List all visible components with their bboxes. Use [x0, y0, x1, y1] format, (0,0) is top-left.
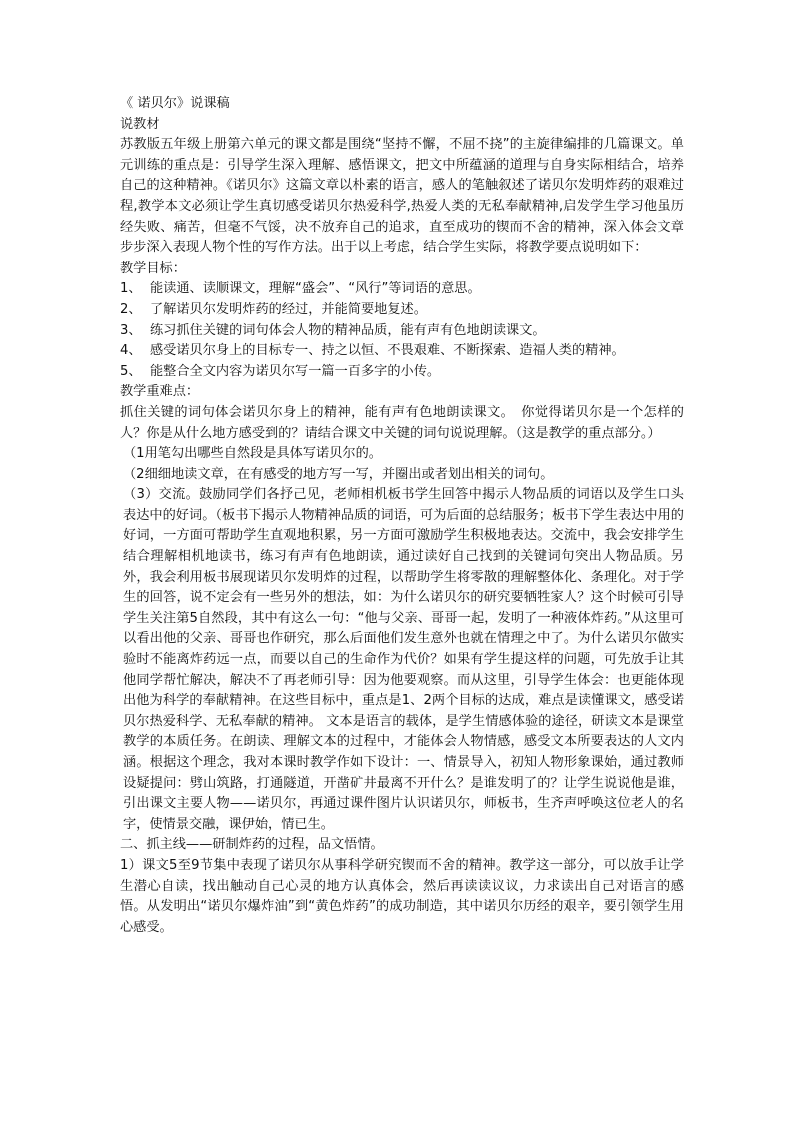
intro-paragraph: 苏教版五年级上册第六单元的课文都是围绕“坚持不懈，不屈不挠”的主旋律编排的几篇课文。单元训练的重点是：引导学生深入理解、感悟课文，把文中所蕴涵的道理与自身实际相结合，培养自己的这种精神。《诺贝尔》这篇文章以朴素的语言，感人的笔触叙述了诺贝尔发明炸药的艰难过程,教学本文必须让学生真切感受诺贝尔热爱科学,热爱人类的无私奉献精神,启发学生学习他虽历经失败、痛苦，但毫不气馁，决不放弃自己的追求，直至成功的锲而不舍的精神，深入体会文章步步深入表现人物个性的写作方法。出于以上考虑，结合学生实际，将教学要点说明如下： — [120, 137, 684, 256]
difficulty-heading: 教学重难点： — [120, 384, 200, 400]
goal-number: 2、 — [120, 301, 142, 317]
goals-heading: 教学目标： — [120, 260, 186, 276]
goal-item — [120, 321, 684, 342]
goal-number: 5、 — [120, 363, 142, 379]
goal-number: 3、 — [120, 322, 142, 338]
goal-text: 了解诺贝尔发明炸药的经过，并能简要地复述。 — [150, 301, 427, 317]
document-title: 《 诺贝尔》说课稿 — [120, 96, 230, 111]
goal-item — [120, 300, 684, 321]
goals-list — [120, 279, 684, 382]
difficulty-paragraph: 抓住关键的词句体会诺贝尔身上的精神，能有声有色地朗读课文。 你觉得诺贝尔是一个怎样的人？你是从什么地方感受到的？请结合课文中关键的词句说说理解。（这是教学的重点部分。） — [120, 404, 684, 441]
document-body — [120, 94, 684, 938]
part-2-paragraph: 1）课文5至9节集中表现了诺贝尔从事科学研究锲而不舍的精神。教学这一部分，可以放手让学生潜心自读，找出触动自己心灵的地方认真体会，然后再读读议议，力求读出自己对语言的感悟。从发明出“诺贝尔爆炸油”到“黄色炸药”的成功制造，其中诺贝尔历经的艰辛，要引领学生用心感受。 — [120, 857, 684, 935]
goal-item — [120, 362, 684, 383]
goal-number: 4、 — [120, 343, 142, 359]
section-heading-textbook: 说教材 — [120, 116, 160, 132]
goal-text: 能整合全文内容为诺贝尔写一篇一百多字的小传。 — [150, 363, 441, 379]
step-3-paragraph: （3）交流。鼓励同学们各抒己见，老师相机板书学生回答中揭示人物品质的词语以及学生口头表达中的好词。（板书下揭示人物精神品质的词语，可为后面的总结服务；板书下学生表达中用的好词，一方面可帮助学生直观地积累，另一方面可激励学生积极地表达。交流中，我会安排学生结合理解相机地读书，练习有声有色地朗读，通过读好自己找到的关键词句突出人物品质。另外，我会利用板书展现诺贝尔发明炸的过程，以帮助学生将零散的理解整体化、条理化。对于学生的回答，说不定会有一些另外的想法，如：为什么诺贝尔的研究要牺牲家人？这个时候可引导学生关注第5自然段，其中有这么一句：“他与父亲、哥哥一起，发明了一种液体炸药。”从这里可以看出他的父亲、哥哥也作研究，那么后面他们发生意外也就在情理之中了。为什么诺贝尔做实验时不能离炸药远一点，而要以自己的生命作为代价？如果有学生提这样的问题，可先放手让其他同学帮忙解决，解决不了再老师引导：因为他要观察。而从这里，引导学生体会：也更能体现出他为科学的奉献精神。在这些目标中，重点是1、2两个目标的达成，难点是读懂课文，感受诺贝尔热爱科学、无私奉献的精神。 文本是语言的载体，是学生情感体验的途径，研读文本是课堂教学的本质任务。在朗读、理解文本的过程中，才能体会人物情感，感受文本所要表达的人文内涵。根据这个理念，我对本课时教学作如下设计：一、情景导入，初知人物形象课始，通过教师设疑提问：劈山筑路，打通隧道，开凿矿井最离不开什么？是谁发明了的？让学生说说他是谁，引出课文主要人物——诺贝尔，再通过课件图片认识诺贝尔，师板书，生齐声呼唤这位老人的名字，使情景交融，课伊始，情已生。 — [123, 487, 684, 832]
step-2-paragraph: （2细细地读文章，在有感受的地方写一写，并圈出或者划出相关的词句。 — [123, 466, 554, 482]
part-2-heading: 二、抓主线——研制炸药的过程，品文悟情。 — [120, 837, 384, 853]
goal-text: 练习抓住关键的词句体会人物的精神品质，能有声有色地朗读课文。 — [150, 322, 546, 338]
step-1-paragraph: （1用笔勾出哪些自然段是具体写诺贝尔的。 — [123, 446, 382, 462]
goal-text: 感受诺贝尔身上的目标专一、持之以恒、不畏艰难、不断探索、造福人类的精神。 — [150, 343, 625, 359]
goal-text: 能读通、读顺课文，理解“盛会”、“风行”等词语的意思。 — [150, 281, 481, 297]
goal-number: 1、 — [120, 281, 142, 297]
goal-item — [120, 341, 684, 362]
goal-item — [120, 279, 684, 300]
